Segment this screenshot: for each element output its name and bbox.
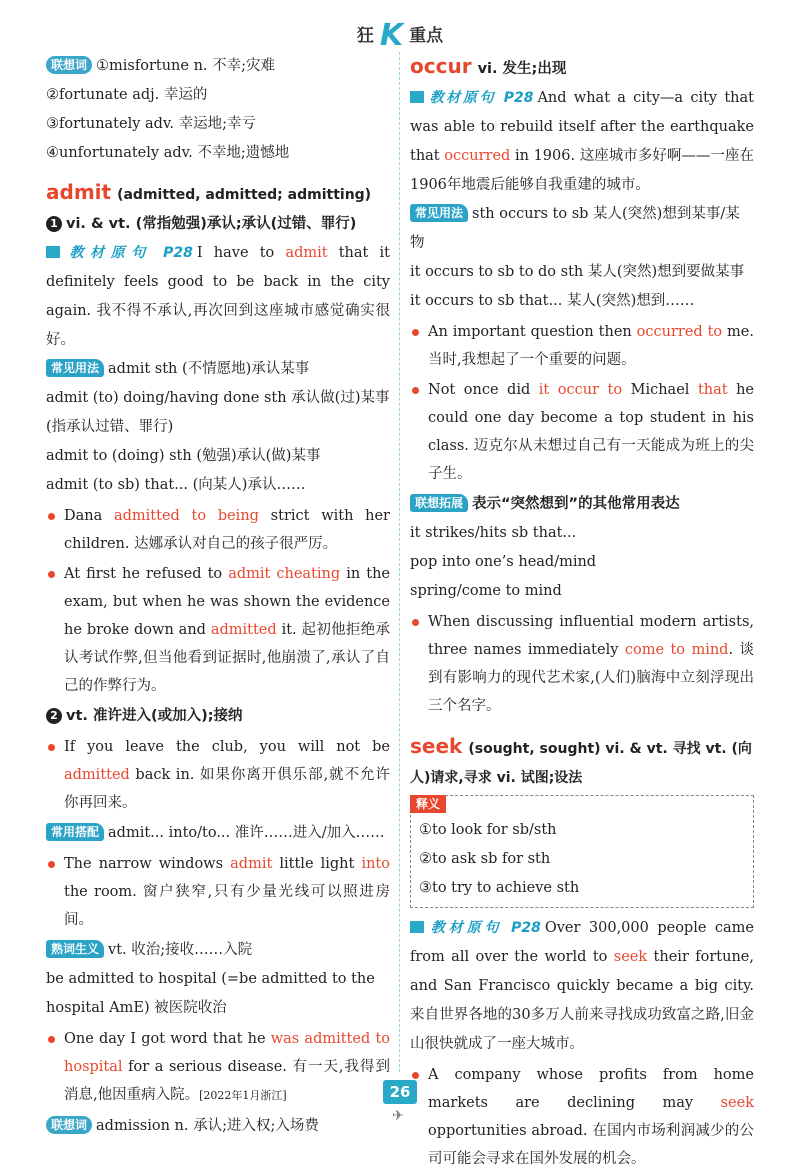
usage-1 (46, 355, 390, 384)
text: in the exam, but when he was shown the evidence he broke down and (64, 566, 390, 638)
example-sentence (46, 1025, 390, 1110)
new-sense-usage: be admitted to hospital (=be admitted to the hospital AmE) 被医院收治 (46, 971, 375, 1016)
definition-box (410, 795, 754, 908)
highlight: admitted (210, 622, 277, 638)
headword: occur (410, 54, 472, 78)
header-logo: K (379, 18, 404, 53)
highlight: into (361, 856, 390, 872)
highlight: admitted (64, 767, 130, 783)
headword-seek (410, 732, 754, 793)
usage-item: sth occurs to sb 某人(突然)想到某事/某物 (410, 206, 740, 251)
page-header (0, 14, 800, 53)
sense-2 (46, 702, 390, 731)
extension-tag: 联想拓展 (410, 494, 468, 512)
text: Over 300,000 people came from all over the world to (410, 920, 754, 965)
example-sentence (410, 318, 754, 374)
highlight: occurred (444, 148, 511, 164)
definition-item: ①to look for sb/sth (419, 822, 557, 838)
example-sentence (46, 560, 390, 700)
highlight: that (697, 382, 728, 398)
headword: seek (410, 734, 463, 758)
text: Dana (64, 508, 114, 524)
example-sentence (46, 733, 390, 817)
highlight: it occur to (538, 382, 623, 398)
highlight: admit cheating (228, 566, 341, 582)
headword-occur (410, 52, 754, 84)
text: he could one day become a top student in his class. 迈克尔从未想过自己有一天能成为班上的尖子生。 (428, 382, 755, 482)
related-item: admission n. 承认;进入权;入场费 (96, 1118, 319, 1134)
highlight: seek (613, 949, 648, 965)
related-item: ①misfortune n. 不幸;灾难 (96, 58, 276, 74)
text: for a serious disease. 有一天,我得到消息,他因重病入院。 (64, 1059, 390, 1103)
new-sense-text: vt. 收治;接收……入院 (108, 942, 253, 958)
text: Michael (622, 382, 698, 398)
text: An important question then (428, 324, 637, 340)
sense-text: vt. 准许进入(或加入);接纳 (66, 708, 243, 724)
usage-tag: 常见用法 (410, 204, 468, 222)
definition-tag: 释义 (410, 795, 446, 813)
usage-item: it occurs to sb to do sth 某人(突然)想到要做某事 (410, 264, 745, 280)
page-number: 26 (383, 1080, 417, 1104)
book-icon (410, 921, 424, 933)
book-icon (46, 246, 60, 258)
related-words-2 (46, 1112, 390, 1141)
text: Not once did (428, 382, 539, 398)
highlight: seek (720, 1095, 754, 1111)
highlight: admit (230, 856, 273, 872)
headword: admit (46, 180, 112, 204)
text: A company whose profits from home markets are declining may (428, 1067, 754, 1111)
source-label: 教材原句 P28 (427, 920, 541, 936)
text: I have to (196, 245, 286, 261)
collocation-text: admit... into/to... 准许……进入/加入…… (108, 825, 385, 841)
usage-tag: 常见用法 (46, 359, 104, 377)
highlight: admit (285, 245, 328, 261)
new-sense (46, 936, 390, 965)
extension-item: pop into one’s head/mind (410, 554, 597, 570)
sense-number-icon: 2 (46, 708, 62, 724)
text: If you leave the club, you will not be (64, 739, 390, 755)
usage-item: admit (to) doing/having done sth 承认做(过)某事(指承认过错、罪行) (46, 390, 390, 435)
source-tag (410, 90, 533, 106)
usage-item: admit to (doing) sth (勉强)承认(做)某事 (46, 448, 321, 464)
text: And what a city—a city that was able to rebuild itself after the earthquake that (410, 90, 754, 164)
example-sentence (410, 376, 754, 488)
header-left: 狂 (356, 26, 374, 46)
text: . 谈到有影响力的现代艺术家,(人们)脑海中立刻浮现出三个名字。 (428, 642, 755, 714)
text: At first he refused to (64, 566, 229, 582)
exam-note: [2022年1月浙江] (199, 1089, 287, 1102)
text: in 1906. 这座城市多好啊——一座在1906年地震后能够自我重建的城市。 (410, 148, 754, 193)
word-forms: (admitted, admitted; admitting) (117, 187, 372, 203)
sense-text: vi. 发生;出现 (477, 61, 567, 77)
highlight: occurred to (636, 324, 723, 340)
usage-item: admit (to sb) that... (向某人)承认…… (46, 477, 306, 493)
text: The narrow windows (64, 856, 231, 872)
related-words-1 (46, 52, 390, 81)
related-item: ④unfortunately adv. 不幸地;遗憾地 (46, 145, 290, 161)
text: that it definitely feels good to be back in the city again. 我不得不承认,再次回到这座城市感觉确实很好。 (46, 245, 390, 348)
sense-1 (46, 210, 390, 239)
usage-item: admit sth (不情愿地)承认某事 (108, 361, 310, 377)
column-divider (399, 52, 400, 1072)
sense-number-icon: 1 (46, 216, 62, 232)
related-tag: 联想词 (46, 56, 92, 74)
extension-title: 表示“突然想到”的其他常用表达 (472, 496, 680, 512)
related-item: ②fortunate adj. 幸运的 (46, 87, 208, 103)
text: little light (272, 856, 362, 872)
example-sentence (410, 1061, 754, 1173)
extension (410, 490, 754, 519)
extension-item: spring/come to mind (410, 583, 562, 599)
left-column (46, 52, 390, 1141)
source-tag (410, 920, 541, 936)
example-sentence (410, 608, 754, 720)
related-tag: 联想词 (46, 1116, 92, 1134)
source-label: 教材原句 P28 (63, 245, 193, 261)
text: me. 当时,我想起了一个重要的问题。 (428, 324, 754, 368)
word-forms: (sought, sought) vi. & vt. 寻找 vt. (向人)请求,寻求 vi. 试图;设法 (410, 741, 752, 786)
sense-text: vi. & vt. (常指勉强)承认;承认(过错、罪行) (66, 216, 357, 232)
source-label: 教材原句 P28 (427, 90, 534, 106)
header-right: 重点 (409, 26, 444, 46)
book-icon (410, 91, 424, 103)
example-sentence (46, 850, 390, 934)
source-tag (46, 245, 193, 261)
usage-item: it occurs to sb that... 某人(突然)想到…… (410, 293, 695, 309)
new-sense-tag: 熟词生义 (46, 940, 104, 958)
highlight: admitted to being (113, 508, 259, 524)
highlight: come to mind (624, 642, 729, 658)
text: the room. 窗户狭窄,只有少量光线可以照进房间。 (64, 884, 390, 928)
usage-1 (410, 200, 754, 258)
example-sentence (46, 502, 390, 558)
text: back in. 如果你离开俱乐部,就不允许你再回来。 (64, 767, 390, 811)
text: opportunities abroad. 在国内市场利润减少的公司可能会寻求在国外发展的机会。 (428, 1123, 754, 1167)
text: strict with her children. 达娜承认对自己的孩子很严厉。 (64, 508, 390, 552)
text: When discussing influential modern artists, three names immediately (428, 614, 754, 658)
text: One day I got word that he (64, 1031, 271, 1047)
related-item: ③fortunately adv. 幸运地;幸亏 (46, 116, 257, 132)
text: it. 起初他拒绝承认考试作弊,但当他看到证据时,他崩溃了,承认了自己的作弊行为。 (64, 622, 390, 694)
text: their fortune, and San Francisco quickly became a big city. 来自世界各地的30多万人前来寻找成功致富之路,旧金山很快就成了一座大城市。 (410, 949, 754, 1052)
textbook-sentence (410, 84, 754, 200)
headword-admit (46, 178, 390, 210)
textbook-sentence (410, 914, 754, 1059)
definition-item: ③to try to achieve sth (419, 880, 580, 896)
highlight: was admitted to hospital (64, 1031, 390, 1075)
collocation-tag: 常用搭配 (46, 823, 104, 841)
collocation (46, 819, 390, 848)
textbook-sentence (46, 239, 390, 355)
extension-item: it strikes/hits sb that... (410, 525, 577, 541)
right-column (410, 52, 754, 1175)
bird-icon: ✈ (392, 1108, 404, 1124)
definition-item: ②to ask sb for sth (419, 851, 551, 867)
